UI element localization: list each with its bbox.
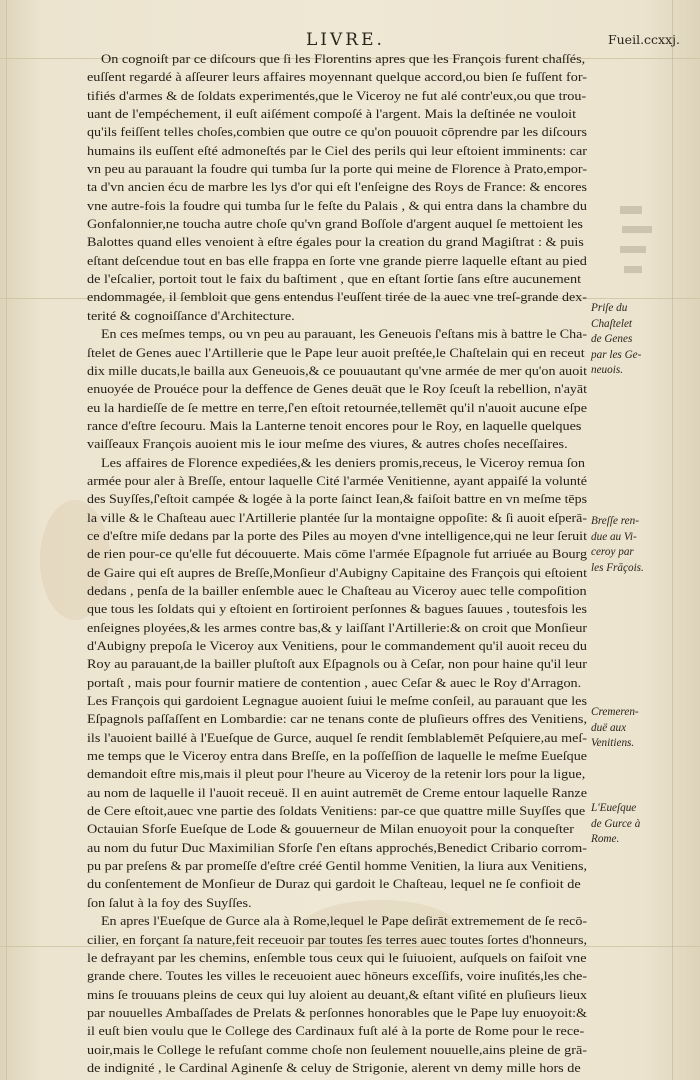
text-line: que tous les ſoldats qui y eſtoient en ſortiroient perſonnes & bagues ſauues , toutesfois les xyxy=(87,602,587,617)
marginal-line: Breſſe ren- xyxy=(591,515,639,527)
text-line: ſon ſalut à la foy des Suyſſes. xyxy=(87,895,252,910)
marginal-line: Priſe du xyxy=(591,302,628,314)
text-line: ſtelet de Genes auec l'Artillerie que le Pape leur auoit preſtée,le Chaſtelain qui en receut xyxy=(87,345,585,360)
text-line: la ville & le Chaſteau auec l'Artillerie plantée ſur la montaigne oppoſite: & ſi auoit eſperā- xyxy=(87,510,587,525)
text-line: humains ils euſſent eſté admoneſtés par le Ciel des perils qui leur eſtoient imminents: car xyxy=(87,143,587,158)
marginal-line: par les Ge- xyxy=(591,348,642,361)
text-line: En apres l'Eueſque de Gurce ala à Rome,lequel le Pape deſirāt extremement de ſe recō- xyxy=(101,914,587,929)
marginal-line: Cremeren- xyxy=(591,706,639,718)
text-line: de rien pour-ce qu'elle fut découuerte. Mais cōme l'armée Eſpagnole fut arriuée au Bourg xyxy=(87,547,587,562)
page-edge-left xyxy=(6,0,7,1080)
text-line: ce d'eſtre miſe dedans par la porte des Piles au moyen d'vne intelligence,qui ne leur ſeruit xyxy=(87,528,587,543)
text-line: des Suyſſes,ſ'eſtoit campée & logée à la porte ſainct Iean,& faiſoit battre en vn meſme tēps xyxy=(87,492,587,507)
text-line: On cognoiſt par ce diſcours que ſi les Florentins apres que les François furent chaſſés, xyxy=(101,52,586,66)
text-line: me temps que le Viceroy entra dans Breſſe, en la poſſeſſion de laquelle le meſme Eueſque xyxy=(87,749,587,764)
marginal-line: L'Eueſque xyxy=(591,802,637,814)
text-line: mins ſe trouuans pleins de ceux qui luy aloient au deuant,& eſtant viſité en pluſieurs lieux xyxy=(87,987,587,1002)
bleed-through-marks xyxy=(614,200,674,290)
marginal-line: Venitiens. xyxy=(591,737,635,749)
marginal-note-creme xyxy=(591,705,683,752)
text-line: uant de l'empéchement, il euſt aiſément compoſé à l'argent. Mais la deſtinée ne vouloit xyxy=(87,107,577,122)
running-head: LIVRE. xyxy=(306,30,385,50)
text-line: euſſent regardé à aſſeurer leurs affaires moyennant quelque accord,ou bien ſe fuſſent for- xyxy=(87,70,587,85)
marginal-note-gurce xyxy=(591,801,683,848)
text-line: vaiſſeaux François auoient mis le iour meſme des viures, & autres choſes neceſſaires. xyxy=(87,437,568,452)
text-line: Roy au parauant,de la bailler pluſtoſt aux Eſpagnols ou à Ceſar, non pour haine qu'il leur xyxy=(87,657,587,672)
text-line: dix mille ducats,le bailla aux Geneuois,& ce pouuautant qu'vne armée de mer qu'on auoit xyxy=(87,363,587,378)
text-line: tifiés d'armes & de ſoldats experimentés,que le Viceroy ne fut alé contr'eux,ou que trou- xyxy=(87,88,587,103)
text-line: de Cere eſtoit,auec vne partie des ſoldats Venitiens: par-ce que quattre mille Suyſſes que xyxy=(87,804,586,819)
marginal-line: de Genes xyxy=(591,333,633,345)
show-through-text xyxy=(614,200,674,290)
marginal-line: neuois. xyxy=(591,364,624,376)
text-line: eſtant deſcendue tout en bas elle frappa en ſorte vne grande pierre laquelle eſtant au pied xyxy=(87,253,587,268)
text-line: terité & cognoiſſance d'Architecture. xyxy=(87,308,295,323)
text-line: eu la hardieſſe de ſe mettre en terre,ſ'en eſtoit retournée,tellemēt qu'il n'auoit aucune eſpe xyxy=(87,400,587,415)
text-line: enuoyée de Prouéce pour la deffence de Genes deuāt que le Roy ſceuſt la rebellion, n'ayāt xyxy=(87,382,587,397)
text-line: grande chere. Toutes les villes le receuoient auec hōneurs exceſſifs, voire inuſités,les che- xyxy=(87,969,587,984)
marginal-line: duë aux xyxy=(591,721,627,734)
text-line: portaſt , mais pour fournir matiere de contention , auec Ceſar & auec le Roy d'Arragon. xyxy=(87,675,582,690)
marginal-note-chastelet xyxy=(591,301,683,379)
text-line: dedans , penſa de la bailler enſemble auec le Chaſteau au Viceroy auec telle compoſition xyxy=(87,583,587,598)
text-line: de indignité , le Cardinal Aginenſe & celuy de Strigonie, alerent vn demy mille hors de xyxy=(87,1060,581,1075)
text-line: uoir,mais le College le refuſant comme choſe non ſeulement nouuelle,ains pleine de grā- xyxy=(87,1042,587,1057)
text-line: Octauian Sforſe Eueſque de Lode & gouuerneur de Milan enuoyoit pour la conqueſter xyxy=(87,822,574,837)
text-line: pu par preſens & par promeſſe d'eſtre créé Gentil homme Venitien, la liura aux Venitiens, xyxy=(87,859,587,874)
text-line: de l'eſcalier, portoit tout le faix du baſtiment , que en eſtant ſortie ſans eſtre aucunement xyxy=(87,272,582,287)
text-line: enſeignes ployées,& les armes contre bas,& y laiſſant l'Artillerie:& on croit que Monſieur xyxy=(87,620,587,635)
text-line: vne autre-fois la foudre qui tumba ſur le feſte du Palais , & qui entra dans la chambre du xyxy=(87,198,587,213)
text-line: armée pour aler à Breſſe, entour laquelle Cité l'armée Venitienne, ayant appaiſé la volunté xyxy=(87,473,587,488)
marginal-line: les Frāçois. xyxy=(591,561,644,574)
folio-number: Fueil.ccxxj. xyxy=(607,32,680,47)
text-line: En ces meſmes temps, ou vn peu au parauant, les Geneuois ſ'eſtans mis à battre le Cha- xyxy=(101,327,587,342)
text-line: vn peu au parauant la foudre qui tumba ſur la porte qui meine de Florence à Prato,empor- xyxy=(87,162,587,177)
text-line: il euſt bien voulu que le College des Cardinaux fuſt alé à la porte de Rome pour le rece- xyxy=(87,1024,585,1039)
text-line: par nouuelles Ambaſſades de Prelats & perſonnes honorables que le Pape luy enuoyoit:& xyxy=(87,1005,587,1020)
marginal-line: Chaſtelet xyxy=(591,317,633,330)
marginal-note-bresse xyxy=(591,514,683,576)
text-line: ta d'vn ancien écu de marbre les lys d'or qui eſt l'enſeigne des Roys de France: & encores xyxy=(87,180,587,195)
text-line: au nom de laquelle il l'auoit receuë. Il en auint autremēt de Creme entour laquelle Ranze xyxy=(87,785,587,800)
text-line: cilier, en forçant ſa nature,feit receuoir par toutes ſes terres auec toutes ſortes d'honneurs, xyxy=(87,932,587,947)
text-line: Les François qui gardoient Legnague auoient ſuiui le meſme conſeil, au parauant que les xyxy=(87,694,587,709)
text-line: Les affaires de Florence expediées,& les deniers promis,receus, le Viceroy remua ſon xyxy=(101,455,585,470)
text-line: de Gaire qui eſt aupres de Breſſe,Monſieur d'Aubigny Capitaine des François qui eſtoient xyxy=(87,565,587,580)
text-line: qu'ils feiſſent telles choſes,combien que outre ce qu'on pouuoit cōprendre par les diſcours xyxy=(87,125,587,140)
text-line: Balottes quand elles venoient à eſtre égales pour la creation du grand Magiſtrat : & puis xyxy=(87,235,584,250)
text-line: ils l'auoient baillé à l'Eueſque de Gurce, auquel ſe rendit ſemblablemēt Peſquiere,au meſ- xyxy=(87,730,587,745)
text-line: au nom du futur Duc Maximilian Sforſe ſ'en eſtans approchés,Benedict Cribario corrom- xyxy=(87,840,587,855)
text-line: du conſentement de Monſieur de Duraz qui gardoit le Chaſteau, lequel ne ſe confioit de xyxy=(87,877,581,892)
text-line: rance d'eſtre ſecouru. Mais la Lanterne tenoit encores pour le Roy, en laquelle quelques xyxy=(87,418,582,433)
text-line: Gonfalonnier,ne toucha autre choſe qu'vn grand Boſſole d'argent auquel ſe mettoient les xyxy=(87,217,583,232)
marginal-line: ceroy par xyxy=(591,546,634,558)
text-line: le defrayant par les chemins, enſemble tous ceux qui le ſuiuoient, auſquels on faiſoit vne xyxy=(87,950,587,965)
marginal-line: Rome. xyxy=(591,833,620,845)
text-line: endommagée, il ſembloit que gens entendus l'euſſent tirée de la auec vne treſ-grande dex- xyxy=(87,290,587,305)
text-line: d'Aubigny prepoſa le Viceroy aux Venitiens, pour le commandement qu'il auoit receu du xyxy=(87,639,587,653)
marginal-line: de Gurce à xyxy=(591,817,641,830)
marginal-line: due au Vi- xyxy=(591,530,637,543)
text-line: demandoit eſtre mis,mais il pleut pour l'heure au Viceroy de la retenir lors pour la ligue, xyxy=(87,767,586,782)
page-header xyxy=(88,30,680,52)
main-text-block xyxy=(87,50,587,1077)
text-line: Eſpagnols paſſaſſent en Lombardie: car ne tenans conte de pluſieurs offres des Venitiens, xyxy=(87,712,587,727)
